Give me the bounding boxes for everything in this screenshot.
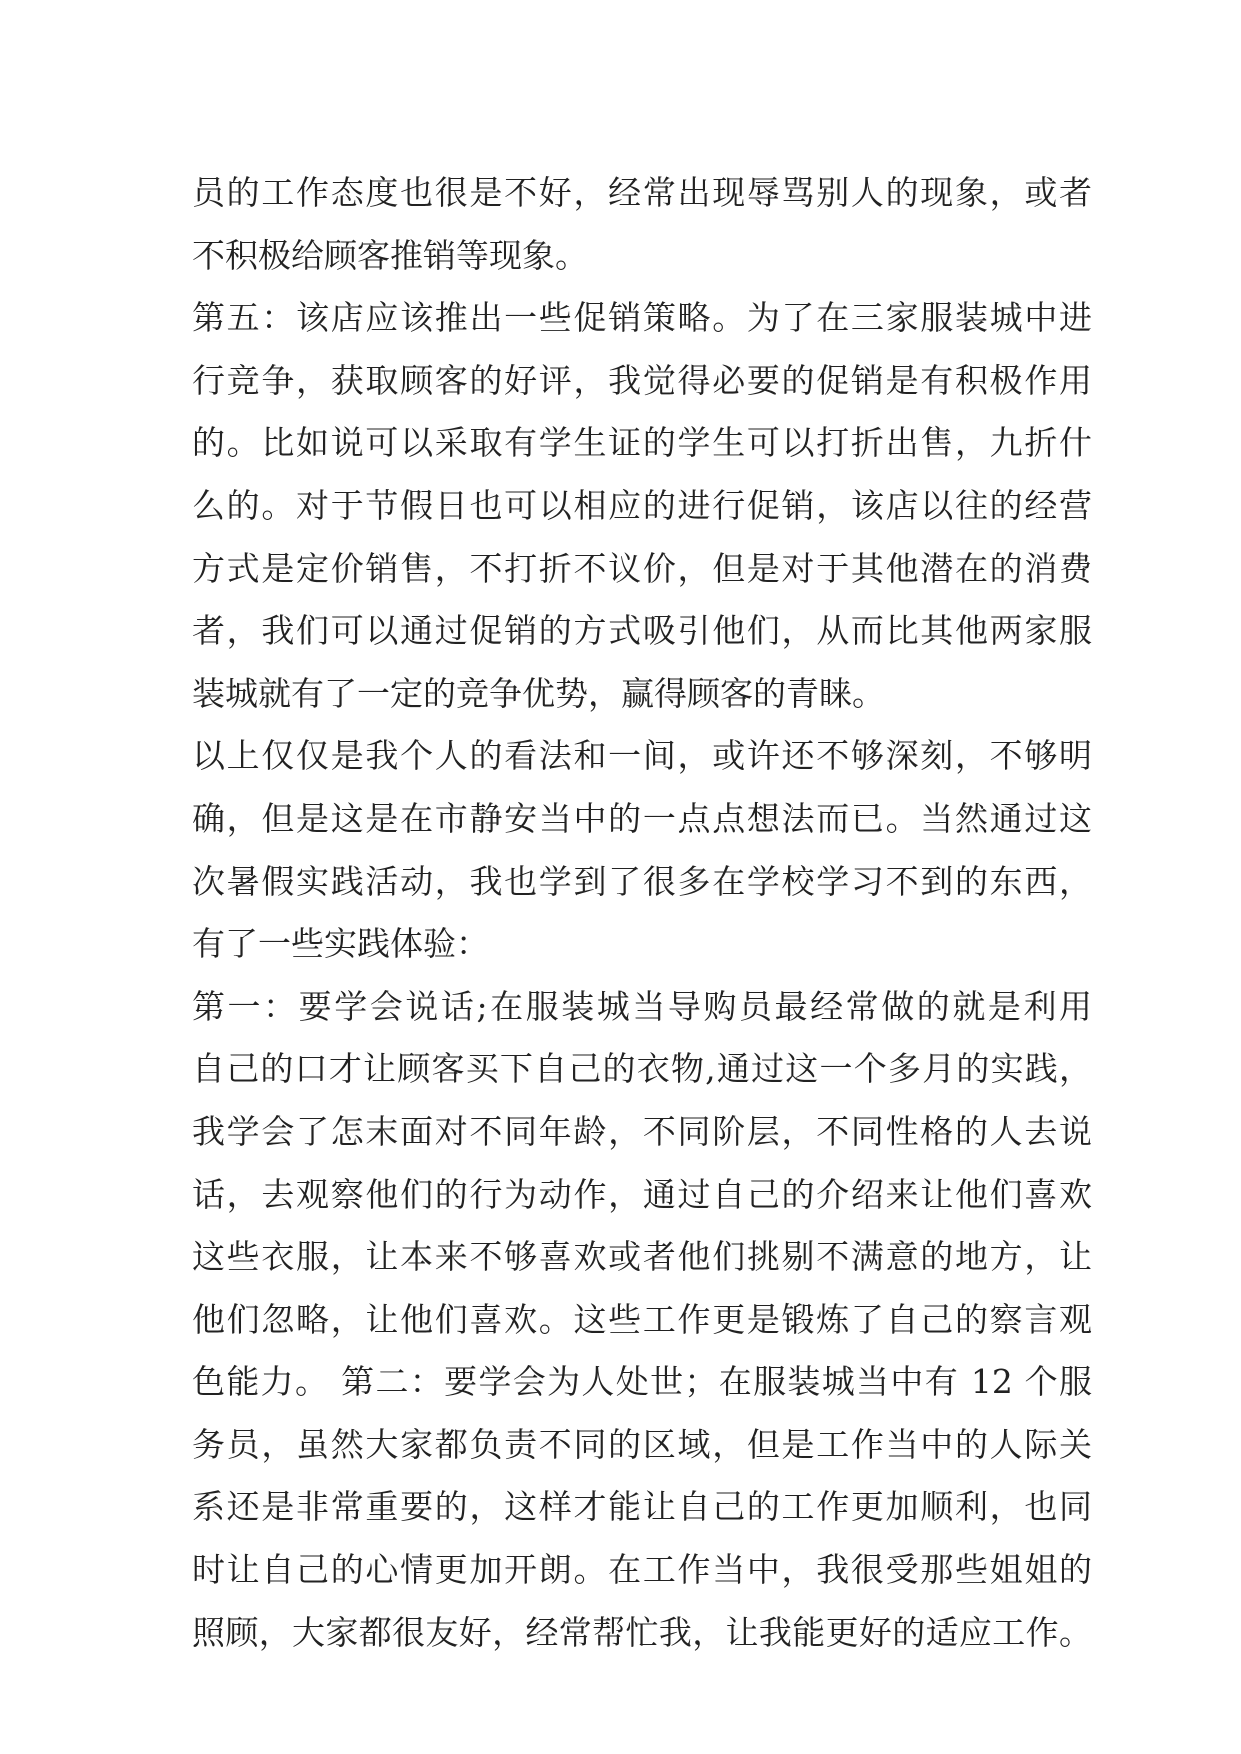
text-line: 第五：该店应该推出一些促销策略。为了在三家服装城中进: [192, 298, 1092, 338]
text-line: 方式是定价销售，不打折不议价，但是对于其他潜在的消费: [192, 548, 1092, 588]
text-line: 装城就有了一定的竞争优势，赢得顾客的青睐。: [192, 673, 885, 713]
text-line: 照顾，大家都很友好，经常帮忙我，让我能更好的适应工作。: [192, 1612, 1092, 1652]
text-line: 务员，虽然大家都负责不同的区域，但是工作当中的人际关: [192, 1424, 1092, 1464]
text-line: 者，我们可以通过促销的方式吸引他们，从而比其他两家服: [192, 611, 1092, 651]
text-line: 次暑假实践活动，我也学到了很多在学校学习不到的东西，: [192, 861, 1092, 901]
text-line: 有了一些实践体验：: [192, 924, 489, 964]
text-line: 以上仅仅是我个人的看法和一间，或许还不够深刻，不够明: [192, 736, 1092, 776]
text-line: 色能力。 第二：要学会为人处世；在服装城当中有 12 个服: [192, 1362, 1092, 1402]
text-line: 员的工作态度也很是不好，经常出现辱骂别人的现象，或者: [192, 173, 1092, 212]
text-line: 行竞争，获取顾客的好评，我觉得必要的促销是有积极作用: [192, 360, 1092, 400]
text-line: 自己的口才让顾客买下自己的衣物,通过这一个多月的实践，: [192, 1049, 1092, 1089]
text-line: 确，但是这是在市静安当中的一点点想法而已。当然通过这: [192, 798, 1092, 838]
text-line: 时让自己的心情更加开朗。在工作当中，我很受那些姐姐的: [192, 1550, 1092, 1590]
text-line: 这些衣服，让本来不够喜欢或者他们挑剔不满意的地方，让: [192, 1237, 1092, 1277]
document-body: [192, 162, 1092, 1664]
text-line: 系还是非常重要的，这样才能让自己的工作更加顺利，也同: [192, 1487, 1092, 1527]
text-line: 话，去观察他们的行为动作，通过自己的介绍来让他们喜欢: [192, 1174, 1092, 1214]
text-line: 他们忽略，让他们喜欢。这些工作更是锻炼了自己的察言观: [192, 1299, 1092, 1339]
text-line: 么的。对于节假日也可以相应的进行促销，该店以往的经营: [192, 485, 1092, 525]
text-line: 第一：要学会说话;在服装城当导购员最经常做的就是利用: [192, 986, 1092, 1026]
text-line: 我学会了怎末面对不同年龄，不同阶层，不同性格的人去说: [192, 1111, 1092, 1151]
text-line: 不积极给顾客推销等现象。: [192, 235, 588, 275]
text-line: 的。比如说可以采取有学生证的学生可以打折出售，九折什: [192, 423, 1092, 463]
